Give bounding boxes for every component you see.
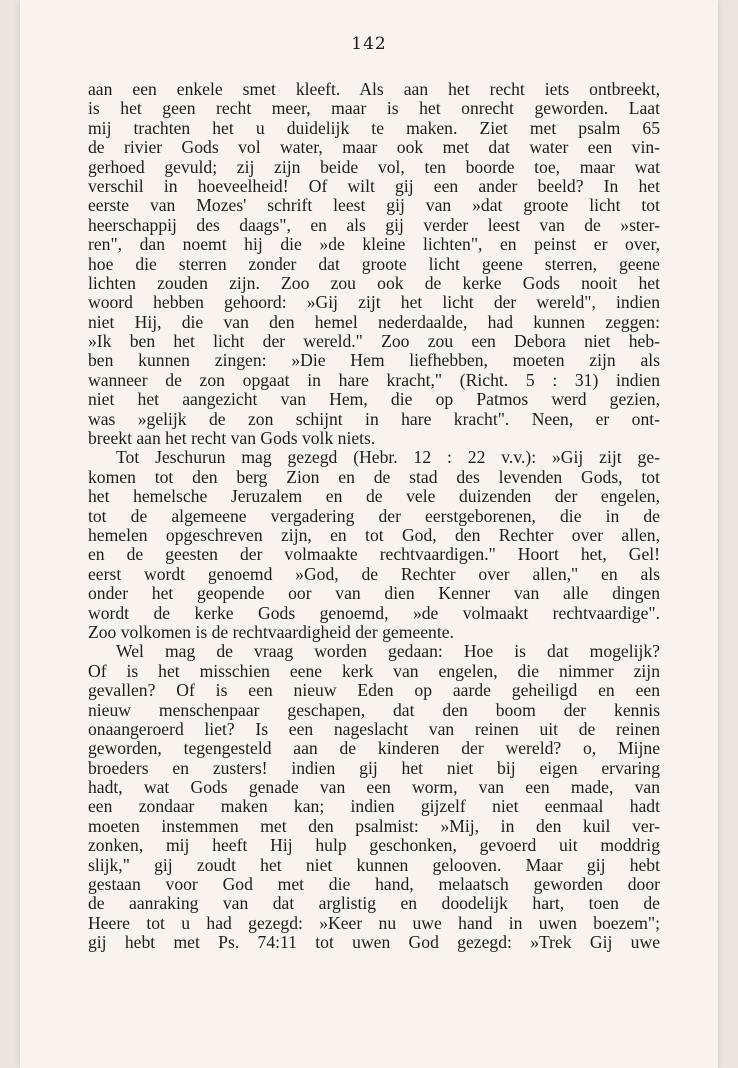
text-line: hemelen opgeschreven zijn, en tot God, den Rechter over allen, [88, 524, 660, 545]
text-line: gerhoed gevuld; zij zijn beide vol, ten boorde toe, maar wat [88, 156, 660, 177]
text-line: ben kunnen zingen: »Die Hem liefhebben, moeten zijn als [88, 350, 660, 371]
text-line: zonken, mij heeft Hij hulp geschonken, gevoerd uit moddrig [88, 835, 660, 856]
text-line: geworden, tegengesteld aan de kinderen der wereld? o, Mijne [88, 738, 660, 759]
text-line: »Ik ben het licht der wereld." Zoo zou een Debora niet heb- [88, 331, 660, 352]
text-line: broeders en zusters! indien gij het niet bij eigen ervaring [88, 757, 660, 778]
text-line: komen tot den berg Zion en de stad des levenden Gods, tot [88, 466, 660, 487]
text-line: ren", dan noemt hij die »de kleine lichten", en peinst er over, [88, 234, 660, 255]
text-line: aan een enkele smet kleeft. Als aan het recht iets ontbreekt, [88, 79, 660, 99]
text-line: niet Hij, die van den hemel nederdaalde, had kunnen zeggen: [88, 311, 660, 332]
text-line: wanneer de zon opgaat in hare kracht," (Richt. 5 : 31) indien [88, 369, 660, 390]
text-line: het hemelsche Jeruzalem en de vele duizenden der engelen, [88, 486, 660, 507]
text-line: Zoo volkomen is de rechtvaardigheid der gemeente. [88, 621, 454, 642]
body-text [88, 80, 660, 953]
text-line: verschil in hoeveelheid! Of wilt gij een ander beeld? In het [88, 175, 660, 196]
text-line: niet het aangezicht van Hem, die op Patmos werd gezien, [88, 389, 660, 410]
text-line: is het geen recht meer, maar is het onrecht geworden. Laat [88, 98, 660, 119]
text-line: onaangeroerd liet? Is een nageslacht van reinen uit de reinen [88, 718, 660, 739]
book-page [20, 0, 718, 1068]
text-line: hoe die sterren zonder dat groote licht geene sterren, geene [88, 253, 660, 274]
text-line: mij trachten het u duidelijk te maken. Ziet met psalm 65 [88, 117, 660, 138]
text-line: eerste van Mozes' schrift leest gij van »dat groote licht tot [88, 195, 660, 216]
text-line: onder het geopende oor van dien Kenner van alle dingen [88, 583, 660, 604]
text-line: gevallen? Of is een nieuw Eden op aarde geheiligd en een [88, 680, 660, 701]
text-line: moeten instemmen met den psalmist: »Mij, in den kuil ver- [88, 815, 660, 836]
text-line: was »gelijk de zon schijnt in hare kracht". Neen, er ont- [88, 408, 660, 429]
text-line: nieuw menschenpaar geschapen, dat den boom der kennis [88, 699, 660, 720]
text-line: tot de algemeene vergadering der eerstgeborenen, die in de [88, 505, 660, 526]
text-line: Tot Jeschurun mag gezegd (Hebr. 12 : 22 v.v.): »Gij zijt ge- [116, 447, 660, 468]
text-line: gij hebt met Ps. 74:11 tot uwen God gezegd: »Trek Gij uwe [88, 932, 660, 953]
page-number: 142 [351, 34, 387, 54]
text-line: heerschappij des daags", en als gij verder leest van de »ster- [88, 214, 660, 235]
text-line: slijk," gij zoudt het niet kunnen gelooven. Maar gij hebt [88, 854, 660, 875]
text-line: gestaan voor God met die hand, melaatsch geworden door [88, 874, 660, 895]
text-line: de rivier Gods vol water, maar ook met dat water een vin- [88, 137, 660, 158]
text-line: eerst wordt genoemd »God, de Rechter over allen," en als [88, 563, 660, 584]
text-line: wordt de kerke Gods genoemd, »de volmaakt rechtvaardige". [88, 602, 660, 623]
text-line: woord hebben gehoord: »Gij zijt het licht der wereld", indien [88, 292, 660, 313]
text-line: Heere tot u had gezegd: »Keer nu uwe hand in uwen boezem"; [88, 912, 660, 933]
text-line: Wel mag de vraag worden gedaan: Hoe is dat mogelijk? [116, 641, 660, 662]
text-line: lichten zouden zijn. Zoo zou ook de kerke Gods nooit het [88, 272, 660, 293]
text-line: en de geesten der volmaakte rechtvaardigen." Hoort het, Gel! [88, 544, 660, 565]
text-line: hadt, wat Gods genade van een worm, van een made, van [88, 777, 660, 798]
text-line: de aanraking van dat arglistig en doodelijk hart, toen de [88, 893, 660, 914]
text-line: een zondaar maken kan; indien gijzelf niet eenmaal hadt [88, 796, 660, 817]
text-line: Of is het misschien eene kerk van engelen, die nimmer zijn [88, 660, 660, 681]
text-line: breekt aan het recht van Gods volk niets. [88, 428, 376, 449]
